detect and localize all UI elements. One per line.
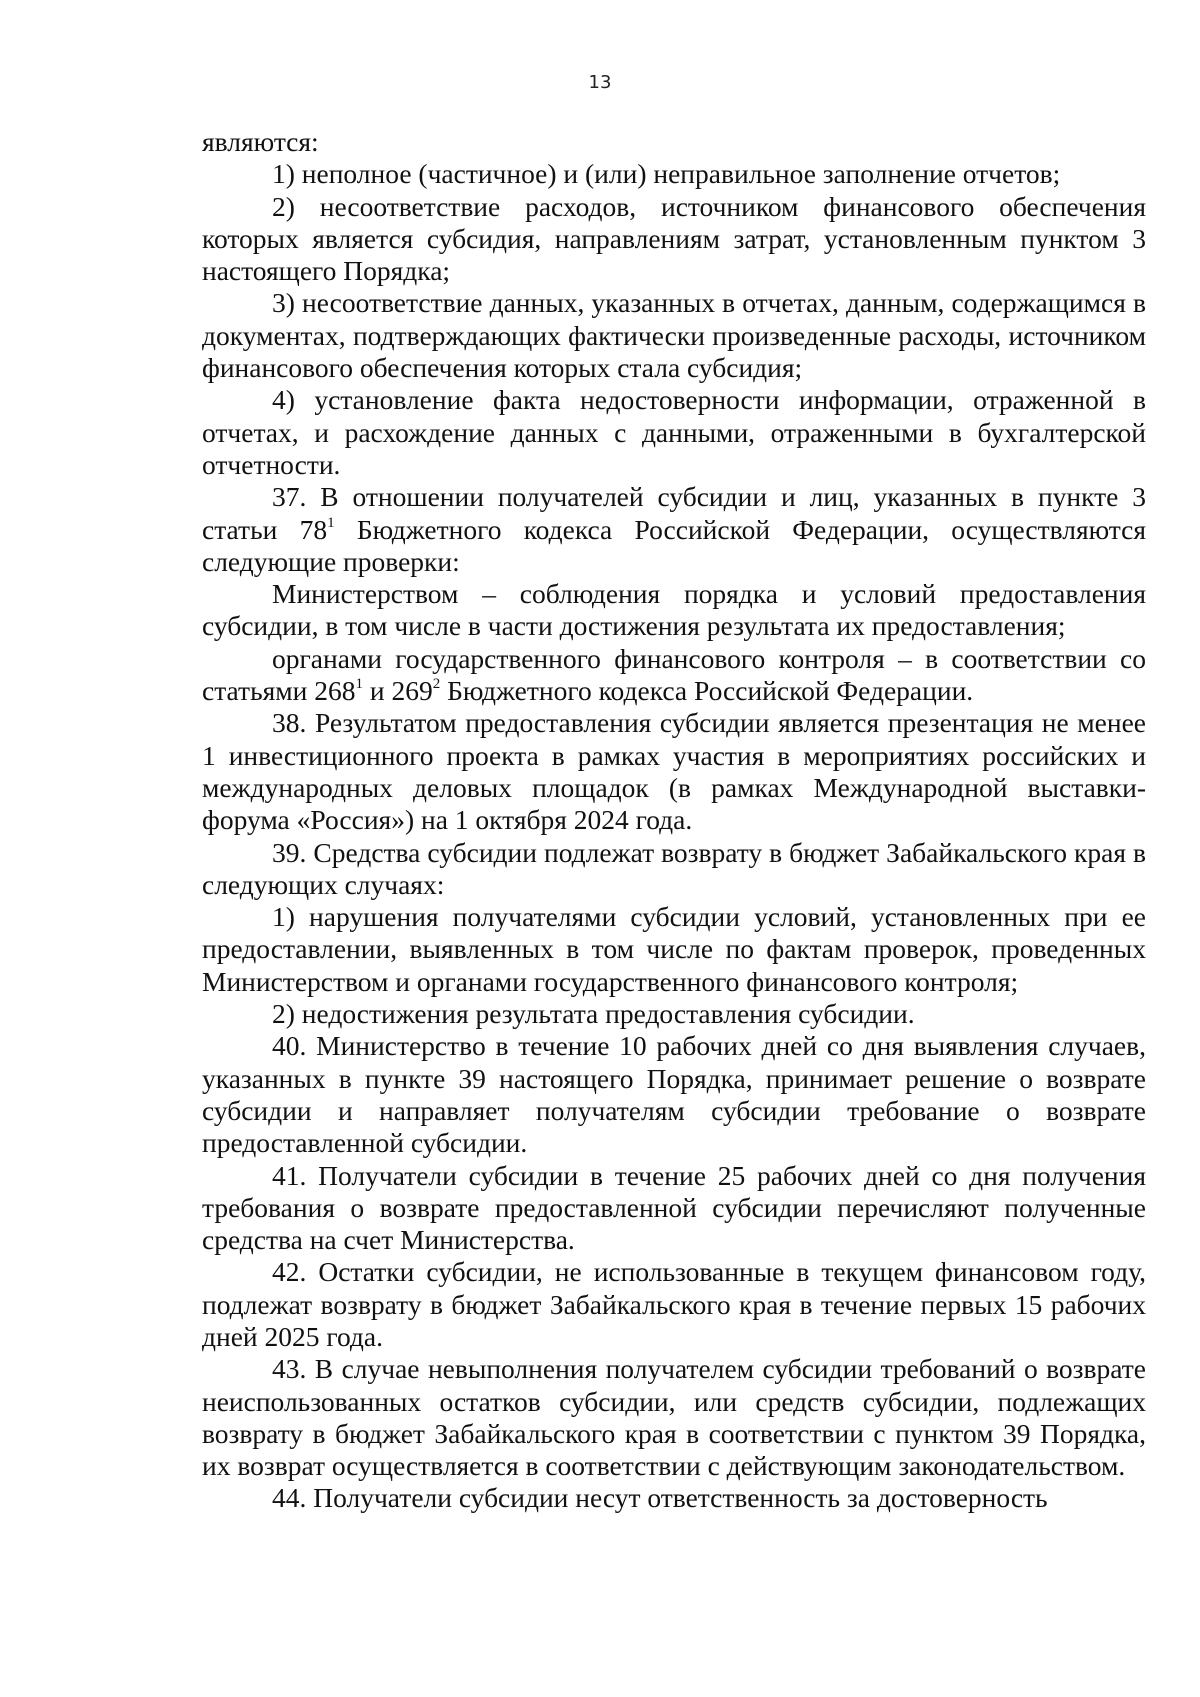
superscript: 1 [327,514,335,531]
paragraph-42: 42. Остатки субсидии, не использованные в текущем финансовом году, подлежат возврату в бюджет Забайкальского края в течение первых 15 рабочих дней 2025 года. [202,1256,1146,1352]
paragraph-39: 39. Средства субсидии подлежат возврату в бюджет Забайкальского края в следующих случаях: [202,836,1146,900]
paragraph-ministry-checks: Министерством – соблюдения порядка и условий предоставления субсидии, в том числе в части достижения результата их предоставления; [202,578,1146,642]
text-run: органами государственного финансового контроля – в соответствии со статьями 268 [202,642,1146,707]
paragraph-39-item-1: 1) нарушения получателями субсидии условий, установленных при ее предоставлении, выявленных в том числе по фактам проверок, проведенных Министерством и органами государственного финансового контроля; [202,901,1146,997]
paragraph-43: 43. В случае невыполнения получателем субсидии требований о возврате неиспользованных остатков субсидии, или средств субсидии, подлежащих возврату в бюджет Забайкальского края в соответствии с пунктом 39 Порядка, их возврат осуществляется в соответствии с действующим законодательством. [202,1353,1146,1482]
paragraph-intro: являются: [202,126,319,157]
paragraph-41: 41. Получатели субсидии в течение 25 рабочих дней со дня получения требования о возврате предоставленной субсидии перечисляют полученные средства на счет Министерства. [202,1159,1146,1256]
paragraph-item-4: 4) установление факта недостоверности информации, отраженной в отчетах, и расхождение данных с данными, отраженными в бухгалтерской отчетности. [202,384,1146,480]
paragraph-44: 44. Получатели субсидии несут ответственность за достоверность [272,1482,1048,1514]
paragraph-item-1: 1) неполное (частичное) и (или) неправильное заполнение отчетов; [272,158,1061,190]
paragraph-item-3: 3) несоответствие данных, указанных в отчетах, данным, содержащимся в документах, подтверждающих фактически произведенные расходы, источником финансового обеспечения которых стала субсидия; [202,287,1146,384]
superscript: 1 [355,676,364,693]
paragraph-39-item-2: 2) недостижения результата предоставления субсидии. [272,998,915,1030]
superscript: 2 [432,676,441,693]
paragraph-40: 40. Министерство в течение 10 рабочих дней со дня выявления случаев, указанных в пункте 39 настоящего Порядка, принимает решение о возврате субсидии и направляет получателям субсидии требование о возврате предоставленной субсидии. [202,1030,1146,1159]
paragraph-37 [202,481,1146,578]
paragraph-item-2: 2) несоответствие расходов, источником финансового обеспечения которых является субсидия, направлениям затрат, установленным пунктом 3 настоящего Порядка; [202,190,1146,287]
document-body [202,126,1146,1515]
page-number: 13 [588,72,612,93]
paragraph-38: 38. Результатом предоставления субсидии является презентация не менее 1 инвестиционного проекта в рамках участия в мероприятиях российских и международных деловых площадок (в рамках Международной выставки-форума «Россия») на 1 октября 2024 года. [202,707,1146,836]
paragraph-control-bodies [202,643,1146,708]
text-run: Бюджетного кодекса Российской Федерации, осуществляются следующие проверки: [202,513,1146,577]
text-run: 37. В отношении получателей субсидии и лиц, указанных в пункте 3 статьи 78 [202,481,1146,545]
text-run: и 269 [363,675,433,707]
text-run: Бюджетного кодекса Российской Федерации. [440,675,974,707]
